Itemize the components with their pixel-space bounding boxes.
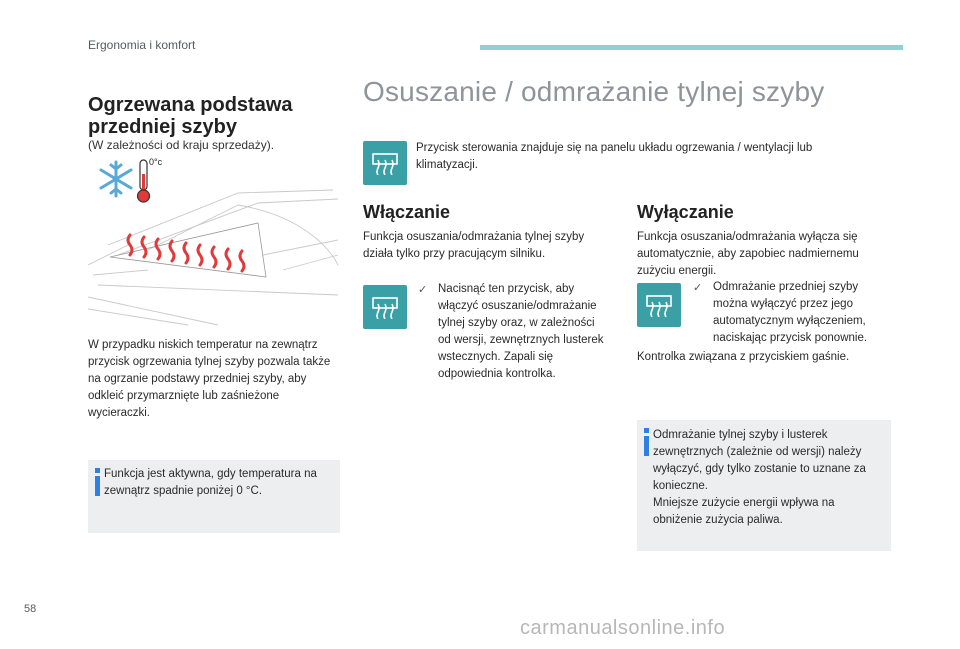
right-info-box — [637, 420, 891, 551]
left-info-text: Funkcja jest aktywna, gdy temperatura na zewnątrz spadnie poniżej 0 °C. — [104, 468, 317, 497]
temp-label: 0°c — [149, 157, 163, 167]
bullet-arrow-icon: ✓ — [418, 284, 428, 296]
bullet-arrow-icon: ✓ — [693, 282, 703, 294]
on-step-text: Nacisnąć ten przycisk, aby włączyć osuszanie/odmrażanie tylnej szyby oraz, w zależności od wersji, zewnętrznych lusterek wstecznych. Zapali się odpowiednia kontrolka. — [438, 283, 604, 380]
info-icon — [642, 428, 652, 456]
off-text: Funkcja osuszania/odmrażania wyłącza się automatycznie, aby zapobiec nadmiernemu zużyciu energii. — [637, 231, 859, 277]
rear-defrost-icon — [644, 293, 674, 317]
left-info-box — [88, 460, 340, 533]
heating-wave-icons — [128, 235, 244, 271]
page-title: Osuszanie / odmrażanie tylnej szyby — [363, 76, 825, 107]
on-text: Funkcja osuszania/odmrażania tylnej szyby działa tylko przy pracującym silniku. — [363, 231, 585, 260]
left-subtitle: (W zależności od kraju sprzedaży). — [88, 138, 275, 152]
page-number: 58 — [24, 603, 37, 615]
left-heading: Ogrzewana podstawa przedniej szyby — [88, 94, 293, 138]
right-info-text: Odmrażanie tylnej szyby i lusterek zewnętrznych (zależnie od wersji) należy wyłączyć, gdy tylko zostanie to uznane za konieczne. Mniejsze zużycie energii wpływa na obniżenie zużycia paliwa. — [653, 429, 866, 526]
watermark: carmanualsonline.info — [520, 617, 726, 639]
rear-defrost-button-icon — [363, 141, 407, 185]
off-button-icon — [637, 283, 681, 327]
windshield-illustration — [88, 185, 340, 330]
rear-defrost-icon — [370, 151, 400, 175]
off-heading: Wyłączanie — [637, 202, 734, 222]
on-heading: Włączanie — [363, 202, 451, 222]
intro-text: Przycisk sterowania znajduje się na panelu układu ogrzewania / wentylacji lub klimatyzacji. — [416, 142, 813, 171]
off-step-text: Odmrażanie przedniej szyby można wyłączyć przez jego automatycznym wyłączeniem, naciskając przycisk ponownie. — [713, 281, 868, 344]
off-note: Kontrolka związana z przyciskiem gaśnie. — [637, 351, 850, 363]
info-icon — [93, 468, 103, 496]
section-label: Ergonomia i komfort — [88, 38, 196, 52]
left-description: W przypadku niskich temperatur na zewnątrz przycisk ogrzewania tylnej szyby pozwala także na ogrzanie podstawy przedniej szyby, aby odkleić przymarznięte lub zaśnieżone wycieraczki. — [88, 339, 331, 419]
header-accent-bar — [480, 45, 903, 50]
rear-defrost-icon — [370, 295, 400, 319]
on-button-icon — [363, 285, 407, 329]
